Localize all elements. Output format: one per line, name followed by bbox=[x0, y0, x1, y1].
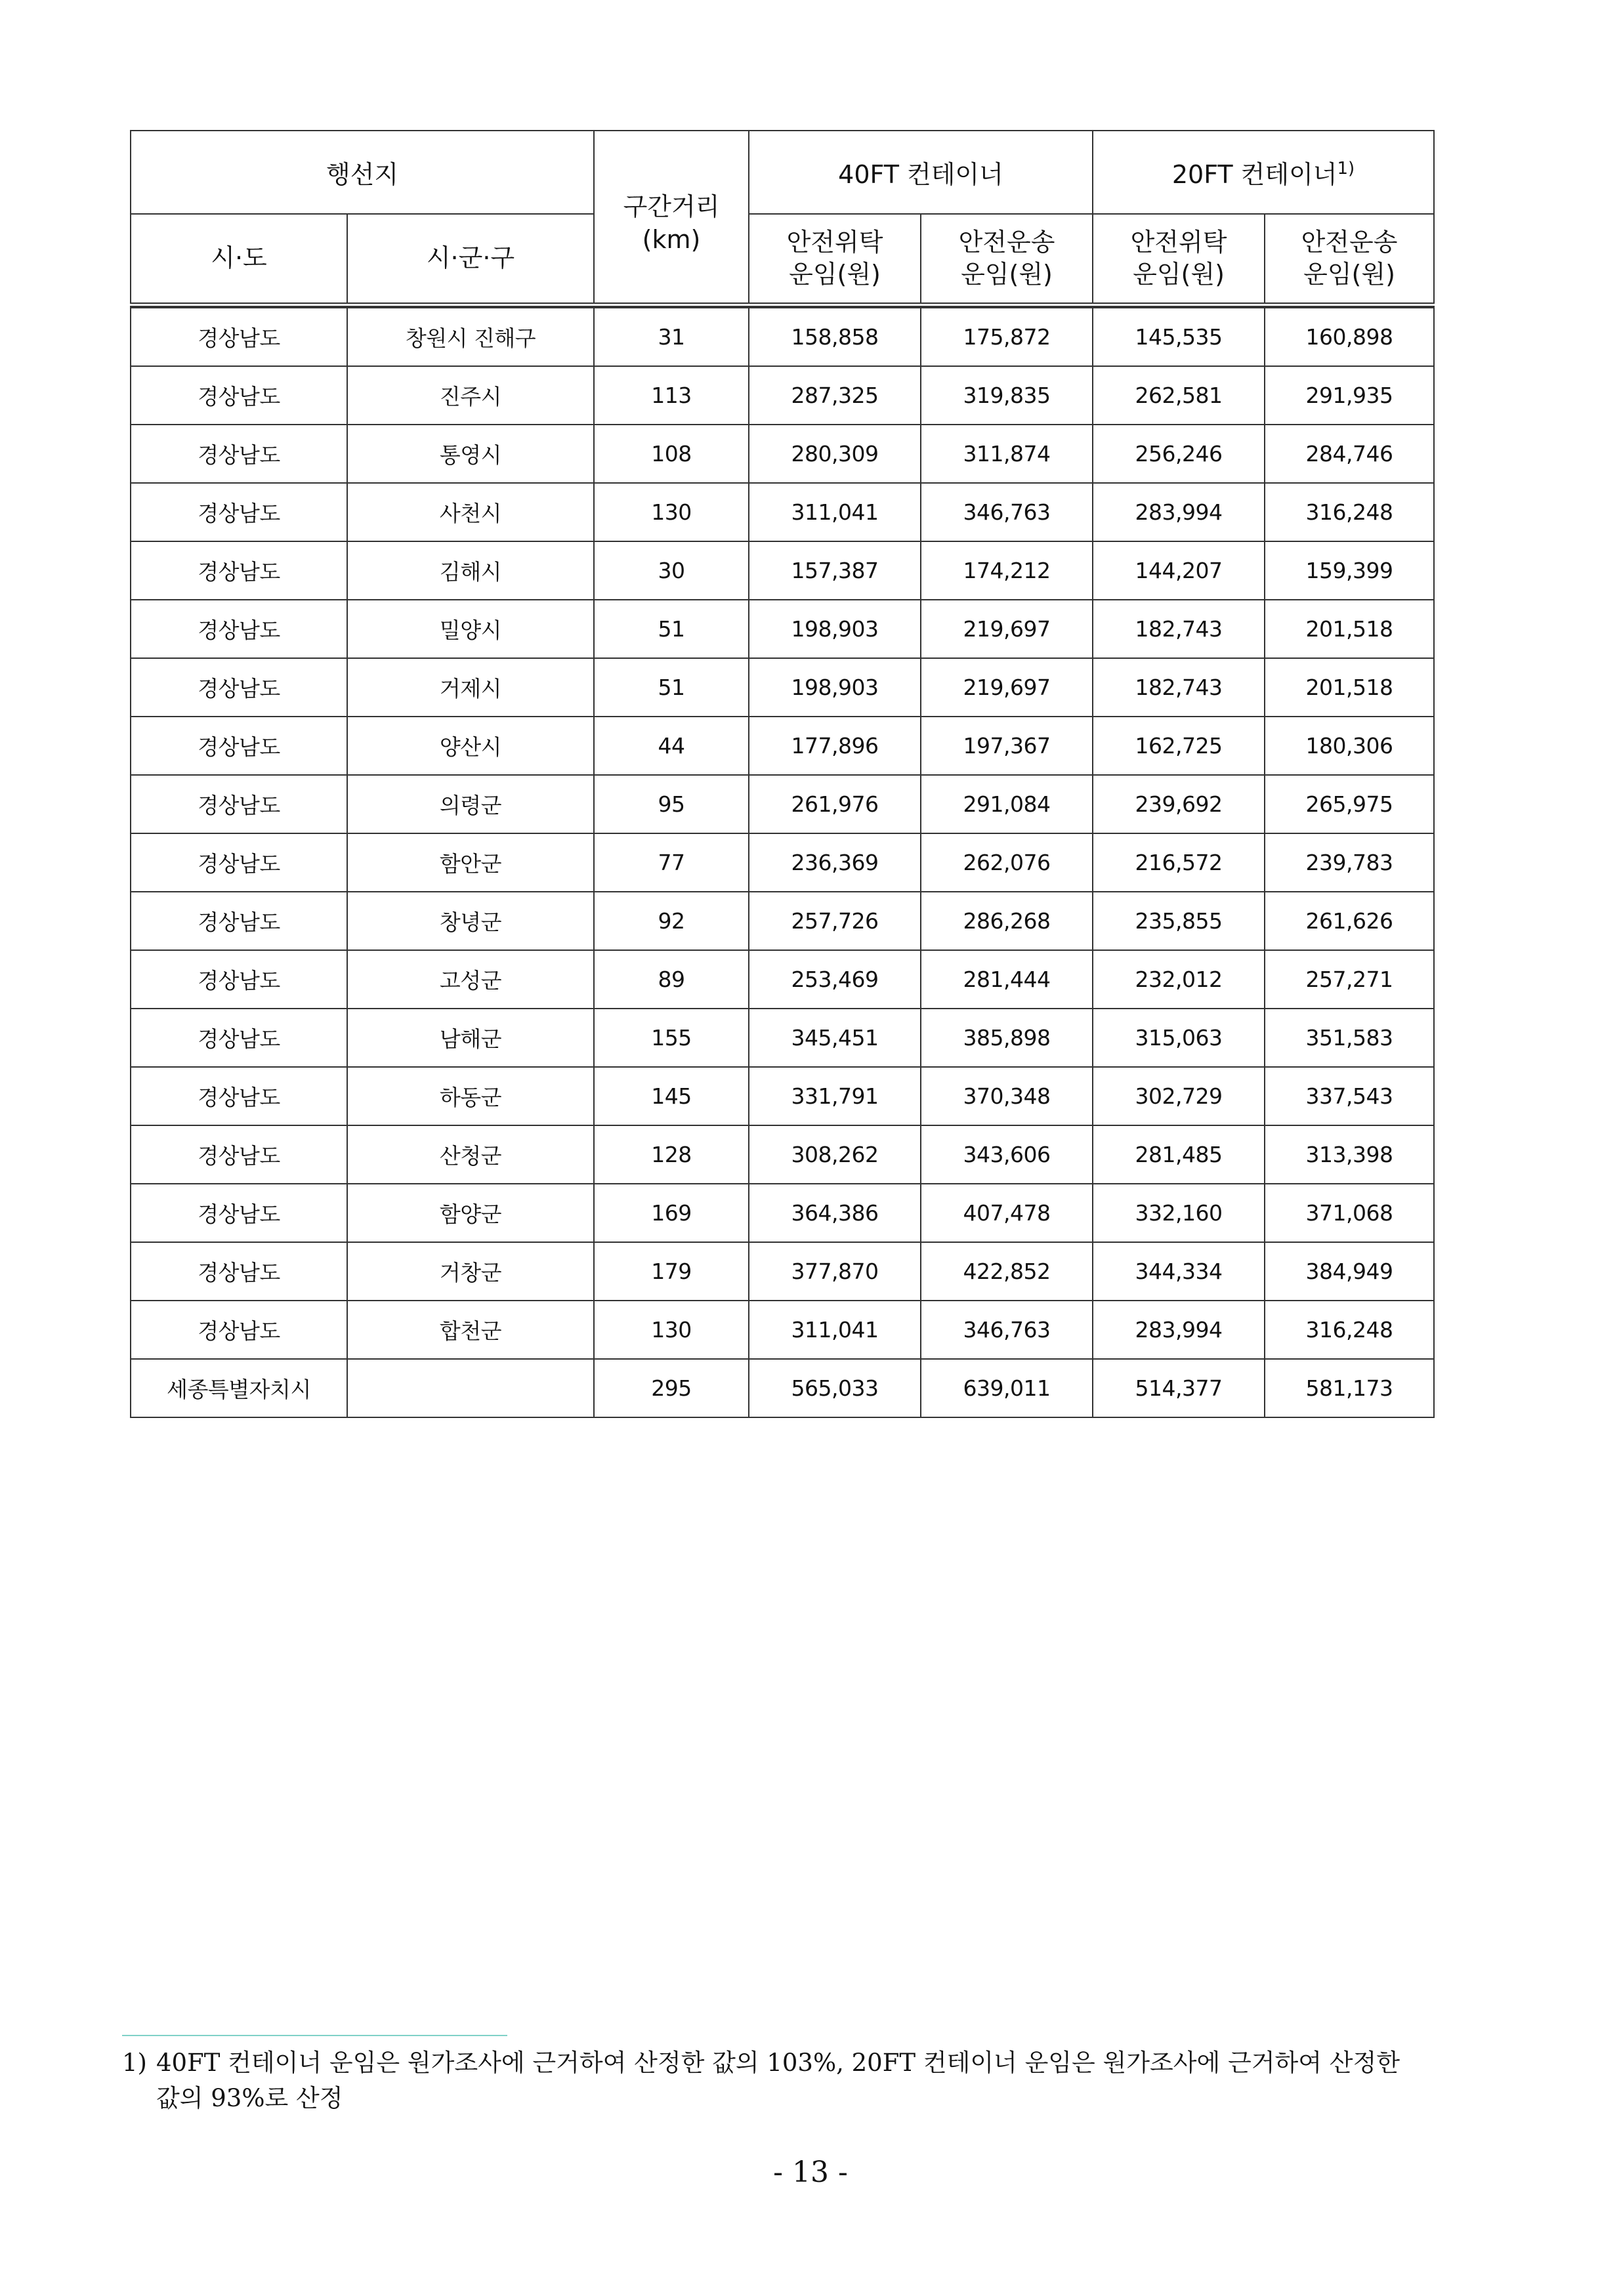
cell-distance: 169 bbox=[594, 1184, 749, 1242]
cell-sigungu: 하동군 bbox=[347, 1067, 594, 1125]
cell-sigungu: 김해시 bbox=[347, 541, 594, 600]
header-40ft-consign-line1: 안전위탁 bbox=[786, 227, 883, 257]
cell-40ft-consign: 311,041 bbox=[749, 1301, 921, 1359]
table-row bbox=[131, 483, 1434, 541]
header-40ft-consign bbox=[749, 214, 921, 305]
footnote bbox=[122, 2045, 1435, 2116]
header-destination: 행선지 bbox=[131, 131, 594, 214]
cell-distance: 128 bbox=[594, 1125, 749, 1184]
cell-distance: 295 bbox=[594, 1359, 749, 1417]
cell-40ft-transport: 311,874 bbox=[921, 425, 1093, 483]
table-row bbox=[131, 892, 1434, 950]
cell-40ft-consign: 198,903 bbox=[749, 600, 921, 658]
cell-distance: 77 bbox=[594, 833, 749, 892]
cell-40ft-consign: 280,309 bbox=[749, 425, 921, 483]
cell-sigungu: 의령군 bbox=[347, 775, 594, 833]
cell-20ft-consign: 283,994 bbox=[1093, 483, 1265, 541]
table-row bbox=[131, 366, 1434, 425]
table-row bbox=[131, 541, 1434, 600]
header-sido: 시·도 bbox=[131, 214, 347, 305]
cell-sido: 경상남도 bbox=[131, 308, 347, 366]
header-20ft-container bbox=[1093, 131, 1434, 214]
cell-sigungu: 거창군 bbox=[347, 1242, 594, 1301]
table-row bbox=[131, 717, 1434, 775]
cell-40ft-consign: 364,386 bbox=[749, 1184, 921, 1242]
table-row bbox=[131, 425, 1434, 483]
cell-40ft-consign: 331,791 bbox=[749, 1067, 921, 1125]
header-distance-label: 구간거리 bbox=[623, 192, 720, 222]
cell-20ft-transport: 201,518 bbox=[1265, 600, 1434, 658]
cell-sigungu: 통영시 bbox=[347, 425, 594, 483]
cell-distance: 95 bbox=[594, 775, 749, 833]
cell-20ft-transport: 316,248 bbox=[1265, 1301, 1434, 1359]
cell-40ft-consign: 261,976 bbox=[749, 775, 921, 833]
cell-40ft-consign: 257,726 bbox=[749, 892, 921, 950]
cell-40ft-consign: 157,387 bbox=[749, 541, 921, 600]
header-20ft-consign-line1: 안전위탁 bbox=[1130, 227, 1227, 257]
cell-distance: 179 bbox=[594, 1242, 749, 1301]
table-row bbox=[131, 950, 1434, 1009]
cell-40ft-consign: 236,369 bbox=[749, 833, 921, 892]
cell-distance: 92 bbox=[594, 892, 749, 950]
cell-distance: 44 bbox=[594, 717, 749, 775]
cell-20ft-consign: 162,725 bbox=[1093, 717, 1265, 775]
cell-20ft-consign: 344,334 bbox=[1093, 1242, 1265, 1301]
footnote-marker: 1) bbox=[1337, 159, 1355, 178]
cell-sido: 경상남도 bbox=[131, 541, 347, 600]
header-20ft-consign bbox=[1093, 214, 1265, 305]
cell-20ft-consign: 514,377 bbox=[1093, 1359, 1265, 1417]
header-distance bbox=[594, 131, 749, 305]
table-row bbox=[131, 1125, 1434, 1184]
cell-40ft-transport: 346,763 bbox=[921, 483, 1093, 541]
freight-rate-table bbox=[130, 130, 1435, 1418]
cell-40ft-transport: 197,367 bbox=[921, 717, 1093, 775]
cell-20ft-transport: 581,173 bbox=[1265, 1359, 1434, 1417]
cell-20ft-consign: 302,729 bbox=[1093, 1067, 1265, 1125]
table-row bbox=[131, 1184, 1434, 1242]
cell-sido: 경상남도 bbox=[131, 775, 347, 833]
cell-40ft-consign: 311,041 bbox=[749, 483, 921, 541]
table-row bbox=[131, 308, 1434, 366]
cell-sigungu: 산청군 bbox=[347, 1125, 594, 1184]
cell-20ft-transport: 159,399 bbox=[1265, 541, 1434, 600]
cell-20ft-consign: 145,535 bbox=[1093, 308, 1265, 366]
table-row bbox=[131, 600, 1434, 658]
cell-sido: 세종특별자치시 bbox=[131, 1359, 347, 1417]
cell-sido: 경상남도 bbox=[131, 425, 347, 483]
cell-40ft-consign: 177,896 bbox=[749, 717, 921, 775]
cell-20ft-consign: 256,246 bbox=[1093, 425, 1265, 483]
cell-sigungu: 고성군 bbox=[347, 950, 594, 1009]
cell-20ft-transport: 284,746 bbox=[1265, 425, 1434, 483]
header-20ft-label: 20FT 컨테이너 bbox=[1171, 160, 1337, 189]
cell-40ft-transport: 407,478 bbox=[921, 1184, 1093, 1242]
cell-sigungu: 창녕군 bbox=[347, 892, 594, 950]
header-20ft-consign-line2: 운임(원) bbox=[1133, 260, 1225, 289]
header-20ft-transport bbox=[1265, 214, 1434, 305]
cell-20ft-consign: 182,743 bbox=[1093, 658, 1265, 717]
cell-sido: 경상남도 bbox=[131, 1301, 347, 1359]
cell-20ft-consign: 315,063 bbox=[1093, 1009, 1265, 1067]
cell-40ft-transport: 175,872 bbox=[921, 308, 1093, 366]
cell-40ft-transport: 174,212 bbox=[921, 541, 1093, 600]
table-row bbox=[131, 1242, 1434, 1301]
header-40ft-transport-line2: 운임(원) bbox=[961, 260, 1053, 289]
cell-20ft-transport: 160,898 bbox=[1265, 308, 1434, 366]
cell-sigungu: 밀양시 bbox=[347, 600, 594, 658]
cell-sigungu: 사천시 bbox=[347, 483, 594, 541]
cell-sido: 경상남도 bbox=[131, 1242, 347, 1301]
cell-40ft-consign: 377,870 bbox=[749, 1242, 921, 1301]
cell-sigungu: 함안군 bbox=[347, 833, 594, 892]
header-20ft-transport-line2: 운임(원) bbox=[1303, 260, 1395, 289]
cell-sigungu: 거제시 bbox=[347, 658, 594, 717]
cell-40ft-consign: 308,262 bbox=[749, 1125, 921, 1184]
cell-20ft-consign: 239,692 bbox=[1093, 775, 1265, 833]
cell-sido: 경상남도 bbox=[131, 892, 347, 950]
cell-40ft-transport: 343,606 bbox=[921, 1125, 1093, 1184]
cell-distance: 31 bbox=[594, 308, 749, 366]
table-row bbox=[131, 1301, 1434, 1359]
cell-sido: 경상남도 bbox=[131, 600, 347, 658]
header-sigungu: 시·군·구 bbox=[347, 214, 594, 305]
table-row bbox=[131, 833, 1434, 892]
header-40ft-container: 40FT 컨테이너 bbox=[749, 131, 1093, 214]
cell-20ft-consign: 262,581 bbox=[1093, 366, 1265, 425]
cell-sigungu: 합천군 bbox=[347, 1301, 594, 1359]
cell-sido: 경상남도 bbox=[131, 1184, 347, 1242]
cell-40ft-transport: 262,076 bbox=[921, 833, 1093, 892]
cell-20ft-consign: 232,012 bbox=[1093, 950, 1265, 1009]
cell-20ft-consign: 235,855 bbox=[1093, 892, 1265, 950]
cell-distance: 89 bbox=[594, 950, 749, 1009]
cell-40ft-transport: 291,084 bbox=[921, 775, 1093, 833]
footnote-number: 1) bbox=[122, 2049, 147, 2077]
cell-distance: 108 bbox=[594, 425, 749, 483]
cell-40ft-transport: 385,898 bbox=[921, 1009, 1093, 1067]
cell-40ft-transport: 422,852 bbox=[921, 1242, 1093, 1301]
cell-40ft-transport: 370,348 bbox=[921, 1067, 1093, 1125]
table-body bbox=[131, 308, 1434, 1417]
cell-sido: 경상남도 bbox=[131, 483, 347, 541]
cell-20ft-consign: 216,572 bbox=[1093, 833, 1265, 892]
footnote-divider bbox=[122, 2035, 507, 2036]
cell-20ft-consign: 144,207 bbox=[1093, 541, 1265, 600]
cell-40ft-transport: 346,763 bbox=[921, 1301, 1093, 1359]
cell-20ft-transport: 313,398 bbox=[1265, 1125, 1434, 1184]
page-number: - 13 - bbox=[773, 2156, 848, 2189]
header-40ft-transport bbox=[921, 214, 1093, 305]
cell-sido: 경상남도 bbox=[131, 1125, 347, 1184]
cell-20ft-transport: 337,543 bbox=[1265, 1067, 1434, 1125]
table-row bbox=[131, 775, 1434, 833]
cell-sigungu: 양산시 bbox=[347, 717, 594, 775]
cell-40ft-transport: 219,697 bbox=[921, 658, 1093, 717]
cell-20ft-transport: 384,949 bbox=[1265, 1242, 1434, 1301]
cell-sido: 경상남도 bbox=[131, 833, 347, 892]
cell-distance: 30 bbox=[594, 541, 749, 600]
header-distance-unit: (km) bbox=[642, 224, 701, 254]
header-20ft-transport-line1: 안전운송 bbox=[1301, 227, 1398, 257]
cell-20ft-consign: 182,743 bbox=[1093, 600, 1265, 658]
cell-40ft-transport: 219,697 bbox=[921, 600, 1093, 658]
cell-sido: 경상남도 bbox=[131, 950, 347, 1009]
cell-distance: 113 bbox=[594, 366, 749, 425]
cell-sido: 경상남도 bbox=[131, 1009, 347, 1067]
cell-sido: 경상남도 bbox=[131, 717, 347, 775]
cell-distance: 130 bbox=[594, 483, 749, 541]
cell-40ft-consign: 287,325 bbox=[749, 366, 921, 425]
cell-distance: 51 bbox=[594, 600, 749, 658]
cell-20ft-transport: 265,975 bbox=[1265, 775, 1434, 833]
cell-distance: 51 bbox=[594, 658, 749, 717]
cell-20ft-transport: 261,626 bbox=[1265, 892, 1434, 950]
table-row bbox=[131, 1067, 1434, 1125]
cell-20ft-transport: 291,935 bbox=[1265, 366, 1434, 425]
cell-20ft-transport: 257,271 bbox=[1265, 950, 1434, 1009]
cell-sigungu: 창원시 진해구 bbox=[347, 308, 594, 366]
cell-20ft-transport: 316,248 bbox=[1265, 483, 1434, 541]
header-40ft-transport-line1: 안전운송 bbox=[958, 227, 1055, 257]
cell-sido: 경상남도 bbox=[131, 658, 347, 717]
cell-distance: 145 bbox=[594, 1067, 749, 1125]
cell-20ft-transport: 351,583 bbox=[1265, 1009, 1434, 1067]
cell-40ft-consign: 198,903 bbox=[749, 658, 921, 717]
cell-20ft-transport: 239,783 bbox=[1265, 833, 1434, 892]
cell-20ft-consign: 283,994 bbox=[1093, 1301, 1265, 1359]
cell-sigungu: 진주시 bbox=[347, 366, 594, 425]
header-40ft-consign-line2: 운임(원) bbox=[789, 260, 881, 289]
table-row bbox=[131, 1359, 1434, 1417]
cell-40ft-consign: 345,451 bbox=[749, 1009, 921, 1067]
cell-20ft-consign: 332,160 bbox=[1093, 1184, 1265, 1242]
cell-sido: 경상남도 bbox=[131, 366, 347, 425]
cell-40ft-transport: 319,835 bbox=[921, 366, 1093, 425]
cell-40ft-transport: 639,011 bbox=[921, 1359, 1093, 1417]
footnote-text-line2: 값의 93%로 산정 bbox=[156, 2084, 343, 2112]
cell-sigungu bbox=[347, 1359, 594, 1417]
cell-40ft-consign: 565,033 bbox=[749, 1359, 921, 1417]
cell-40ft-transport: 281,444 bbox=[921, 950, 1093, 1009]
cell-20ft-transport: 201,518 bbox=[1265, 658, 1434, 717]
table-row bbox=[131, 658, 1434, 717]
cell-sido: 경상남도 bbox=[131, 1067, 347, 1125]
cell-distance: 155 bbox=[594, 1009, 749, 1067]
cell-40ft-consign: 158,858 bbox=[749, 308, 921, 366]
cell-20ft-transport: 180,306 bbox=[1265, 717, 1434, 775]
cell-sigungu: 함양군 bbox=[347, 1184, 594, 1242]
cell-40ft-transport: 286,268 bbox=[921, 892, 1093, 950]
cell-20ft-transport: 371,068 bbox=[1265, 1184, 1434, 1242]
cell-sigungu: 남해군 bbox=[347, 1009, 594, 1067]
cell-distance: 130 bbox=[594, 1301, 749, 1359]
table-row bbox=[131, 1009, 1434, 1067]
cell-40ft-consign: 253,469 bbox=[749, 950, 921, 1009]
cell-20ft-consign: 281,485 bbox=[1093, 1125, 1265, 1184]
footnote-text-line1: 40FT 컨테이너 운임은 원가조사에 근거하여 산정한 값의 103%, 20FT 컨테이너 운임은 원가조사에 근거하여 산정한 bbox=[156, 2049, 1400, 2077]
